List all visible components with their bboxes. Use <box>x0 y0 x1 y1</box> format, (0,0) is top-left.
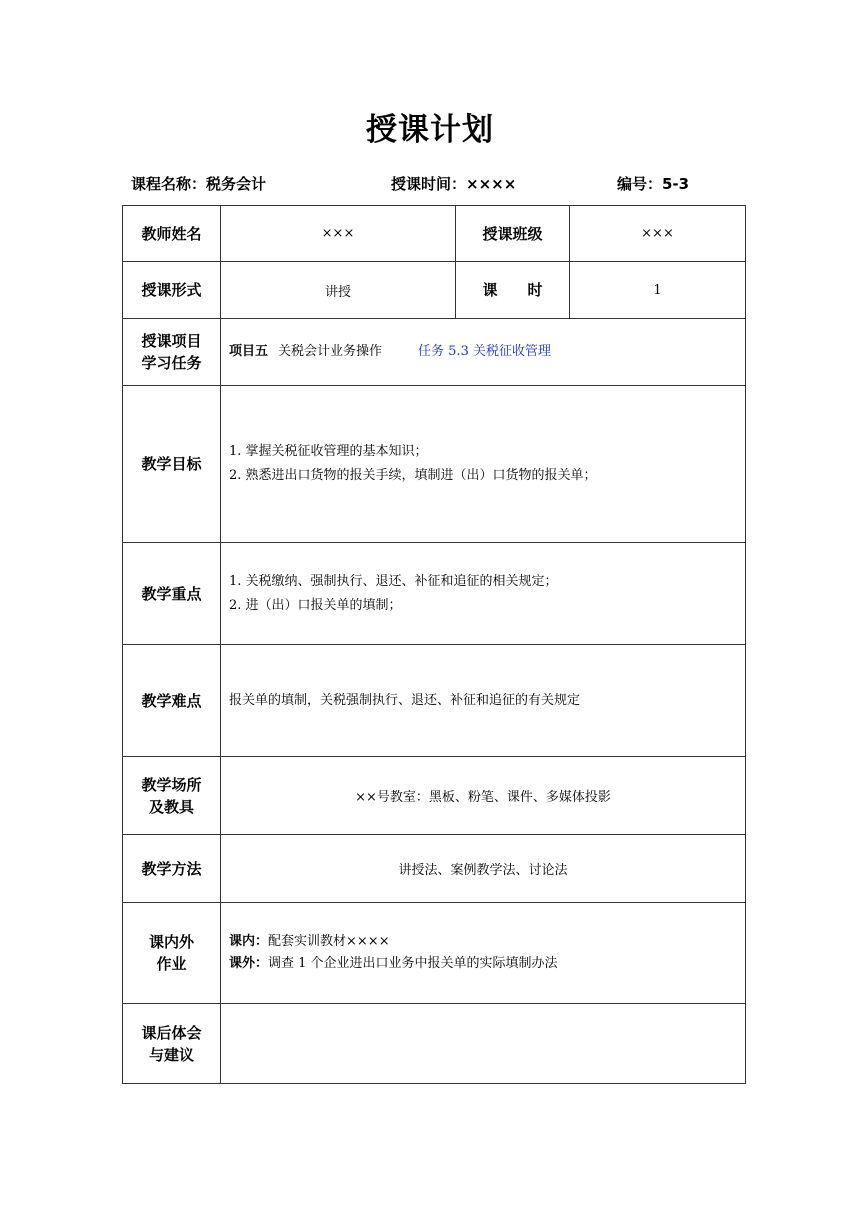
class-value: ××× <box>570 206 746 262</box>
venue-label-line1: 教学场所 <box>141 775 202 794</box>
table-row <box>123 835 746 903</box>
homework-in-label: 课内： <box>229 934 269 949</box>
venue-label <box>123 757 221 835</box>
teaching-plan-table <box>122 205 746 1084</box>
difficulties-label: 教学难点 <box>123 645 221 757</box>
objective-item: 2. 熟悉进出口货物的报关手续，填制进（出）口货物的报关单； <box>229 468 597 483</box>
homework-label <box>123 903 221 1004</box>
methods-label: 教学方法 <box>123 835 221 903</box>
teaching-time: 授课时间：×××× <box>391 175 517 193</box>
homework-out-value: 调查 1 个企业进出口业务中报关单的实际填制办法 <box>268 956 558 971</box>
keypoints-value <box>221 543 746 645</box>
reflection-label-line1: 课后体会 <box>141 1023 202 1042</box>
course-name: 课程名称：税务会计 <box>131 175 267 193</box>
homework-label-line2: 作业 <box>156 955 187 973</box>
homework-label-line1: 课内外 <box>148 933 194 951</box>
teacher-label: 教师姓名 <box>123 206 221 262</box>
teacher-value: ××× <box>221 206 456 262</box>
table-row <box>123 757 746 835</box>
table-row <box>123 903 746 1004</box>
reflection-value <box>221 1004 746 1084</box>
keypoint-item: 1. 关税缴纳、强制执行、退还、补征和追征的相关规定； <box>229 573 558 589</box>
objectives-value <box>221 386 746 543</box>
homework-in <box>229 931 745 953</box>
project-name: 关税会计业务操作 <box>278 344 383 359</box>
reflection-label-line2: 与建议 <box>148 1045 194 1064</box>
venue-label-line2: 及教具 <box>148 797 194 816</box>
table-row <box>123 645 746 757</box>
homework-in-value: 配套实训教材×××× <box>268 934 390 949</box>
keypoints-label: 教学重点 <box>123 543 221 645</box>
hours-value: 1 <box>570 262 746 319</box>
project-value <box>221 319 746 386</box>
objective-item: 1. 掌握关税征收管理的基本知识； <box>229 444 428 459</box>
form-label: 授课形式 <box>123 262 221 319</box>
methods-value: 讲授法、案例教学法、讨论法 <box>221 835 746 903</box>
difficulties-value: 报关单的填制，关税强制执行、退还、补征和追征的有关规定 <box>221 645 746 757</box>
homework-out-label: 课外： <box>229 956 269 971</box>
table-row <box>123 386 746 543</box>
document-number: 编号：5-3 <box>617 175 690 193</box>
table-row <box>123 206 746 262</box>
homework-value <box>221 903 746 1004</box>
page-title: 授课计划 <box>366 112 494 148</box>
project-prefix: 项目五 <box>229 344 269 359</box>
hours-label <box>456 262 570 319</box>
project-label-line1: 授课项目 <box>141 332 202 350</box>
reflection-label <box>123 1004 221 1084</box>
table-row <box>123 543 746 645</box>
hours-label-part-a: 课 <box>482 281 498 299</box>
venue-value: ××号教室：黑板、粉笔、课件、多媒体投影 <box>221 757 746 835</box>
form-value: 讲授 <box>221 262 456 319</box>
table-row <box>123 262 746 319</box>
project-label-line2: 学习任务 <box>141 354 202 372</box>
table-row <box>123 1004 746 1084</box>
class-label: 授课班级 <box>456 206 570 262</box>
task-name: 任务 5.3 关税征收管理 <box>418 344 551 359</box>
keypoint-item: 2. 进（出）口报关单的填制； <box>229 597 402 613</box>
project-label <box>123 319 221 386</box>
table-row <box>123 319 746 386</box>
homework-out <box>229 953 745 975</box>
objectives-label: 教学目标 <box>123 386 221 543</box>
hours-label-part-b: 时 <box>527 281 543 299</box>
